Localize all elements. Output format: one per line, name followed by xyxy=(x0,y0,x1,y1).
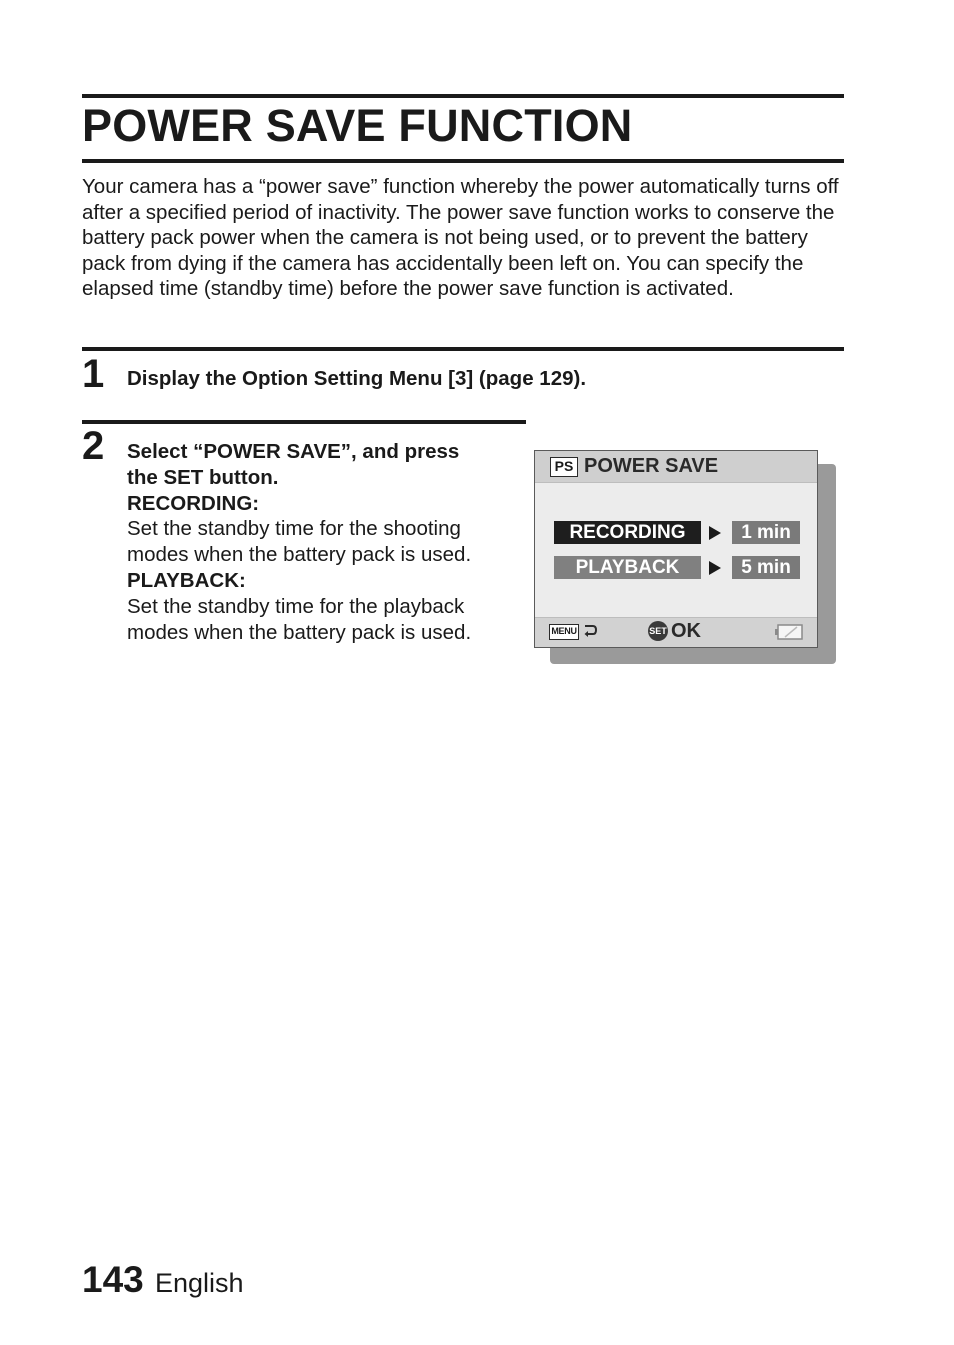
recording-label: RECORDING: xyxy=(127,491,260,515)
menu-row-label: PLAYBACK xyxy=(554,556,701,579)
arrow-right-icon xyxy=(709,526,721,540)
step-2-instruction-line1: Select “POWER SAVE”, and press xyxy=(127,440,460,463)
playback-description: Set the standby time for the playback modes when the battery pack is used. xyxy=(127,594,472,644)
title-bottom-rule xyxy=(82,159,844,163)
arrow-right-icon xyxy=(709,561,721,575)
menu-row-value: 1 min xyxy=(732,521,800,544)
step-2-rule xyxy=(82,420,526,424)
screen-header xyxy=(535,451,817,483)
menu-row-value: 5 min xyxy=(732,556,800,579)
step-2-instruction-line2: the SET button. xyxy=(127,465,279,489)
page-language: English xyxy=(155,1268,244,1298)
set-button-icon: SET xyxy=(648,621,668,641)
battery-icon xyxy=(773,622,805,642)
ok-label: OK xyxy=(671,620,701,642)
step-2-block xyxy=(127,439,507,645)
menu-button-icon: MENU xyxy=(549,624,579,640)
playback-label: PLAYBACK: xyxy=(127,568,246,592)
recording-description: Set the standby time for the shooting modes when the battery pack is used. xyxy=(127,517,472,567)
step-1-instruction: Display the Option Setting Menu [3] (page 129). xyxy=(127,367,587,390)
screen-title: POWER SAVE xyxy=(584,455,719,477)
intro-paragraph: Your camera has a “power save” function whereby the power automatically turns off after a specified period of inactivity. The power save function works to conserve the battery pack power when the camera is not being used, or to prevent the battery pack from dying if the camera has accidentally been left on. You can specify the elapsed time (standby time) before the power save function is activated. xyxy=(82,175,839,301)
page-title: POWER SAVE FUNCTION xyxy=(82,100,633,151)
return-icon xyxy=(581,622,599,640)
title-top-rule xyxy=(82,94,844,98)
menu-row-label: RECORDING xyxy=(554,521,701,544)
power-save-icon: PS xyxy=(550,457,578,477)
step-1-rule xyxy=(82,347,844,351)
step-1-number: 1 xyxy=(82,352,105,396)
page-number: 143 xyxy=(82,1259,144,1300)
step-2-number: 2 xyxy=(82,424,105,468)
screen-footer xyxy=(535,617,817,647)
camera-screen xyxy=(534,450,818,648)
